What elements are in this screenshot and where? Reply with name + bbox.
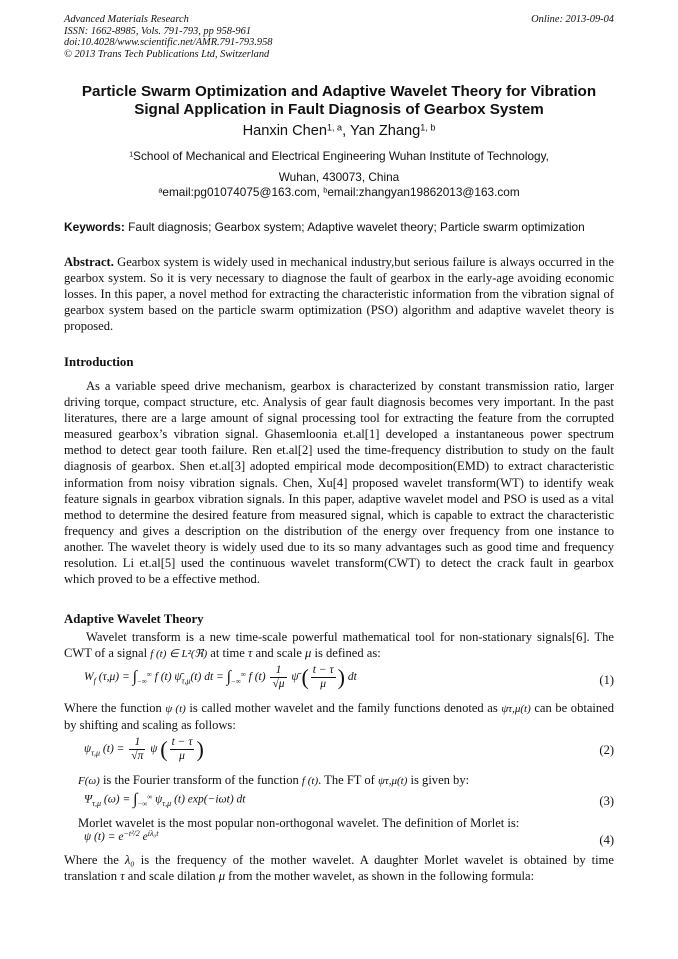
awt-p1-text-d: is defined as: <box>311 646 381 661</box>
equation-1: $W_f$ $(\tau,\mu) = \int_{-\infty}^\infty$ f (t) $\psī_{\tau,\mu}(t)$ dt = $\int_{-\infty}^\infty$ f (t) $\frac{1}{√\mu}$ ψ̄ ( $\frac{t - \tau}{\mu}$ ) dt <box>84 664 357 690</box>
keywords-label: Keywords: <box>64 220 125 234</box>
awt-heading: Adaptive Wavelet Theory <box>64 612 204 626</box>
awt-paragraph-2 <box>64 700 614 733</box>
awt-p1-text-b: at time <box>207 646 248 661</box>
awt-p5-text-c: and scale dilation <box>124 869 219 884</box>
keywords <box>64 220 624 234</box>
author-1-sup: 1, a <box>327 122 343 133</box>
equation-3: $\Psi_{\tau,\mu}$ $(\omega) = \int_{-\infty}^\infty$ $\psi_{\tau,\mu}$ (t) exp(−iωt) dt <box>84 791 246 808</box>
online-date: Online: 2013-09-04 <box>531 14 614 25</box>
equation-3-number: (3) <box>599 794 614 808</box>
affiliation-line-1 <box>40 149 638 164</box>
paper-title <box>40 83 638 119</box>
abstract-text: Gearbox system is widely used in mechanical industry,but serious failure is always occurred in the gearbox system. So it is very necessary to diagnose the fault of gearbox in the early-age avoiding economic losses. In this paper, a novel method for extracting the characteristic information from the vibration signal of gearbox system based on the particle swarm optimization (PSO) algorithm and adaptive wavelet theory is proposed. <box>64 255 614 334</box>
email-a: email:pg01074075@163.com, <box>162 185 324 199</box>
awt-p1-text-a: Wavelet transform is a new time-scale powerful mathematical tool for non-stationary signals[6]. The CWT of a signal <box>64 630 614 661</box>
equation-2: $\psi_{\tau,\mu}$ (t) = $\frac{1}{√\pi}$ ψ ( $\frac{t - \tau}{\mu}$ ) <box>84 736 204 762</box>
email-b: email:zhangyan19862013@163.com <box>327 185 520 199</box>
awt-p3-text-c: is given by: <box>407 773 470 787</box>
author-2-sup: 1, b <box>420 122 436 133</box>
awt-p3-text-a: is the Fourier transform of the function <box>99 773 302 787</box>
tau-symbol-2: τ <box>120 869 125 884</box>
psi-math: ψ (t) <box>165 703 186 715</box>
keywords-text: Fault diagnosis; Gearbox system; Adaptive wavelet theory; Particle swarm optimization <box>124 220 585 234</box>
mu-symbol-2: μ <box>218 869 225 884</box>
affiliation-line-2: Wuhan, 430073, China <box>278 170 400 184</box>
email-a-sup: a <box>158 185 163 195</box>
awt-p2-text-b: is called mother wavelet and the family functions denoted as <box>185 701 502 715</box>
awt-p1-text-c: and scale <box>252 646 306 661</box>
tau-symbol: τ <box>247 646 253 661</box>
awt-p5-text-b: is the frequency of the mother wavelet. A daughter Morlet wavelet is obtained by time translation <box>64 853 614 884</box>
equation-1-number: (1) <box>599 673 614 687</box>
email-line <box>40 185 638 200</box>
psi-ft-math: ψτ,μ(t) <box>377 775 408 787</box>
mu-symbol: μ <box>305 646 312 661</box>
email-b-sup: b <box>323 185 328 195</box>
title-line-1: Particle Swarm Optimization and Adaptive Wavelet Theory for Vibration <box>81 83 597 100</box>
equation-2-number: (2) <box>599 743 614 757</box>
title-line-2: Signal Application in Fault Diagnosis of Gearbox System <box>134 101 544 118</box>
awt-paragraph-4: Morlet wavelet is the most popular non-orthogonal wavelet. The definition of Morlet is: <box>78 816 520 830</box>
lambda-symbol: λ₀ <box>124 853 135 867</box>
signal-math: f (t) ∈ L²(ℜ) <box>150 648 208 661</box>
awt-p2-text-a: Where the function <box>64 701 166 715</box>
intro-paragraph: As a variable speed drive mechanism, gearbox is characterized by constant transmission ratio, larger driving torque, compact structure, etc. Analysis of gear fault diagnosis becomes very important. In the past literatures, there are a large amount of signal processing tool for extracting the feature from the corrupted measured gearbox’s vibration signal. Ghasemloonia et.al[1] developed a instantaneous power spectrum method to detect gear tooth failure. Ren et.al[2] used the time-frequency distribution to study on the fault diagnosis of gearbox. Shen et.al[3] adopted empirical mode decomposition(EMD) to extract characteristic information from noisy vibration signals. Chen, Xu[4] proposed wavelet transform(WT) to identify weak feature signals in gearbox vibration signals. In this paper, adaptive wavelet model and PSO is used as a vital method to determine the desired feature from measured signal, which is capable to extract the characteristic frequency and gives a description on the distribution of the energy over frequency from one instance to another. The wavelet theory is widely used due to its so many advantages such as good time and frequency resolution. Li et.al[5] used the continuous wavelet transform(CWT) to detect the crack fault in gearbox which proved to be a effective method. <box>64 379 614 587</box>
function-math: f (t) <box>301 775 319 787</box>
affiliation-sup: 1 <box>129 149 134 159</box>
author-1: Hanxin Chen <box>242 123 327 139</box>
psi-family-math: ψτ,μ(t) <box>501 703 531 715</box>
fourier-math: F(ω) <box>78 775 100 787</box>
awt-p5-text-d: from the mother wavelet, as shown in the following formula: <box>225 869 535 884</box>
journal-copyright: © 2013 Trans Tech Publications Ltd, Switzerland <box>64 48 270 60</box>
equation-4-number: (4) <box>599 833 614 847</box>
awt-paragraph-5 <box>64 852 614 884</box>
awt-paragraph-1 <box>64 629 614 662</box>
awt-p5-text-a: Where the <box>64 853 125 867</box>
journal-issn: ISSN: 1662-8985, Vols. 791-793, pp 958-961 <box>64 25 252 37</box>
journal-doi: doi:10.4028/www.scientific.net/AMR.791-793.958 <box>64 37 273 48</box>
awt-p2-text-c: can be obtained by shifting and scaling as follows: <box>64 701 615 733</box>
abstract-label: Abstract. <box>64 255 114 269</box>
journal-name: Advanced Materials Research <box>64 14 189 25</box>
author-list <box>40 123 638 139</box>
awt-p3-text-b: . The FT of <box>318 773 378 787</box>
author-2: Yan Zhang <box>349 123 421 139</box>
equation-4: ψ $(t) = e^{-t^2/2}$ $e^{i\lambda_0t}$ <box>84 829 159 843</box>
author-separator: , <box>342 123 350 139</box>
intro-heading: Introduction <box>64 355 134 369</box>
journal-header <box>64 14 272 60</box>
abstract <box>64 254 614 334</box>
affiliation-text: School of Mechanical and Electrical Engineering Wuhan Institute of Technology, <box>133 149 549 163</box>
awt-paragraph-3 <box>64 772 614 789</box>
